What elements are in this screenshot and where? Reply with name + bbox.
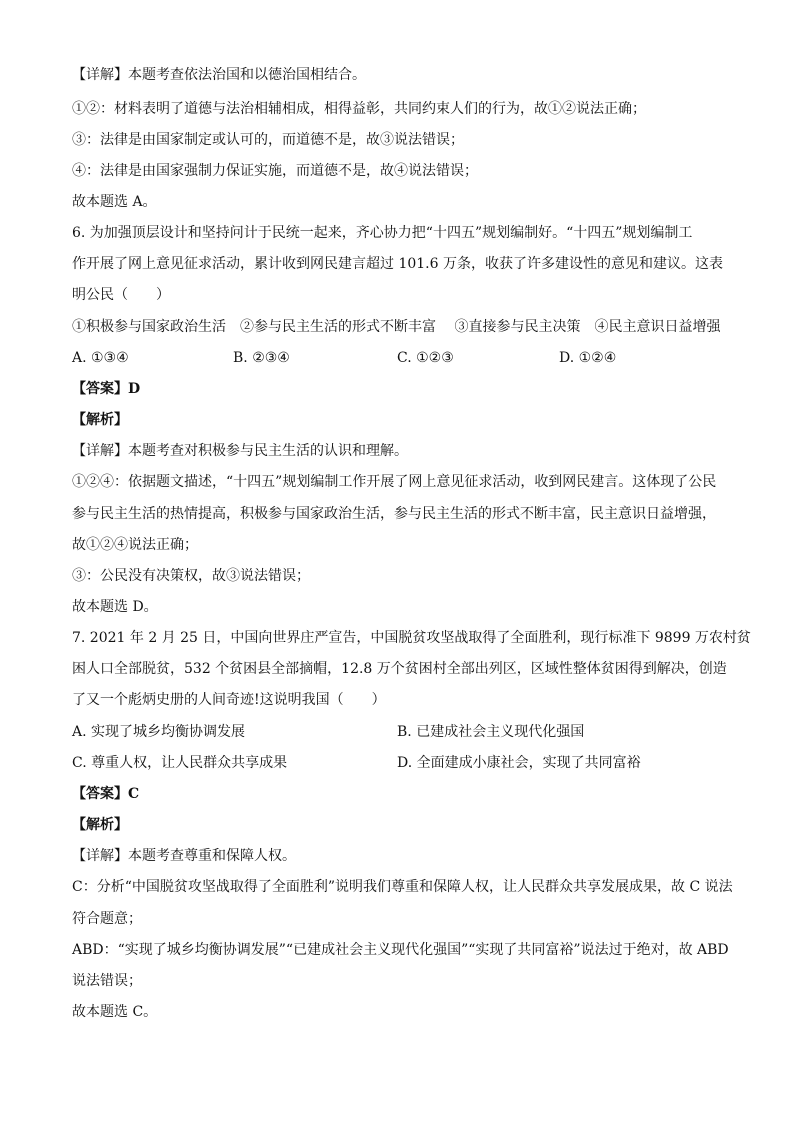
q7-analysis-pc-line1: C：分析“中国脱贫攻坚战取得了全面胜利”说明我们尊重和保障人权，让人民群众共享发展成果，故 C 说法 [72,879,733,895]
q7-analysis-pc-line2: 符合题意； [72,911,142,927]
q7-analysis-pabd-line2: 说法错误； [72,973,142,989]
q5-analysis-p4: ④：法律是由国家强制力保证实施，而道德不是，故④说法错误； [72,163,478,179]
q7-answer: 【答案】C [72,786,140,802]
q7-option-d: D. 全面建成小康社会，实现了共同富裕 [397,755,641,771]
q7-stem-line2: 困人口全部脱贫，532 个贫困县全部摘帽，12.8 万个贫困村全部出列区，区域性整体贫困得到解决，创造 [72,661,727,677]
q5-analysis-p3: ③：法律是由国家制定或认可的，而道德不是，故③说法错误； [72,132,464,148]
q7-stem-line1: 7. 2021 年 2 月 25 日，中国向世界庄严宣告，中国脱贫攻坚战取得了全面胜利，现行标准下 9899 万农村贫 [72,630,751,646]
q6-option-b: B. ②③④ [233,350,290,366]
q7-conclusion: 故本题选 C。 [72,1004,158,1020]
q7-option-b: B. 已建成社会主义现代化强国 [397,724,585,740]
q6-analysis-p124-line1: ①②④：依据题文描述，“十四五”规划编制工作开展了网上意见征求活动，收到网民建言。这体现了公民 [72,474,717,490]
q6-detail: 【详解】本题考查对积极参与民主生活的认识和理解。 [72,443,408,459]
q6-stem-line1: 6. 为加强顶层设计和坚持问计于民统一起来，齐心协力把“十四五”规划编制好。“十四五”规划编制工 [72,225,693,241]
q6-analysis-label: 【解析】 [72,412,128,428]
q6-stem-line2: 作开展了网上意见征求活动，累计收到网民建言超过 101.6 万条，收获了许多建设性的意见和建议。这表 [72,256,723,272]
q6-analysis-p124-line3: 故①②④说法正确； [72,537,198,553]
q5-detail: 【详解】本题考查依法治国和以德治国相结合。 [72,67,366,83]
q6-option-a: A. ①③④ [72,350,129,366]
q6-analysis-p3: ③：公民没有决策权，故③说法错误； [72,568,310,584]
q6-conclusion: 故本题选 D。 [72,599,158,615]
q7-analysis-pabd-line1: ABD：“实现了城乡均衡协调发展”“已建成社会主义现代化强国”“实现了共同富裕”说法过于绝对，故 ABD [72,942,729,958]
q7-stem-line3: 了又一个彪炳史册的人间奇迹!这说明我国（ ） [72,692,386,708]
q6-option-d: D. ①②④ [559,350,617,366]
q6-option-c: C. ①②③ [397,350,454,366]
q5-analysis-p12: ①②：材料表明了道德与法治相辅相成，相得益彰，共同约束人们的行为，故①②说法正确； [72,101,646,117]
q7-option-c: C. 尊重人权，让人民群众共享成果 [72,755,288,771]
q7-analysis-label: 【解析】 [72,817,128,833]
q6-analysis-p124-line2: 参与民主生活的热情提高，积极参与国家政治生活，参与民主生活的形式不断丰富，民主意识日益增强， [72,506,716,522]
q7-detail: 【详解】本题考查尊重和保障人权。 [72,848,296,864]
q5-conclusion: 故本题选 A。 [72,194,157,210]
q6-answer: 【答案】D [72,381,141,397]
q6-stem-line3: 明公民（ ） [72,287,170,303]
q6-statements: ①积极参与国家政治生活 ②参与民主生活的形式不断丰富 ③直接参与民主决策 ④民主意识日益增强 [72,319,721,335]
q7-option-a: A. 实现了城乡均衡协调发展 [72,724,246,740]
